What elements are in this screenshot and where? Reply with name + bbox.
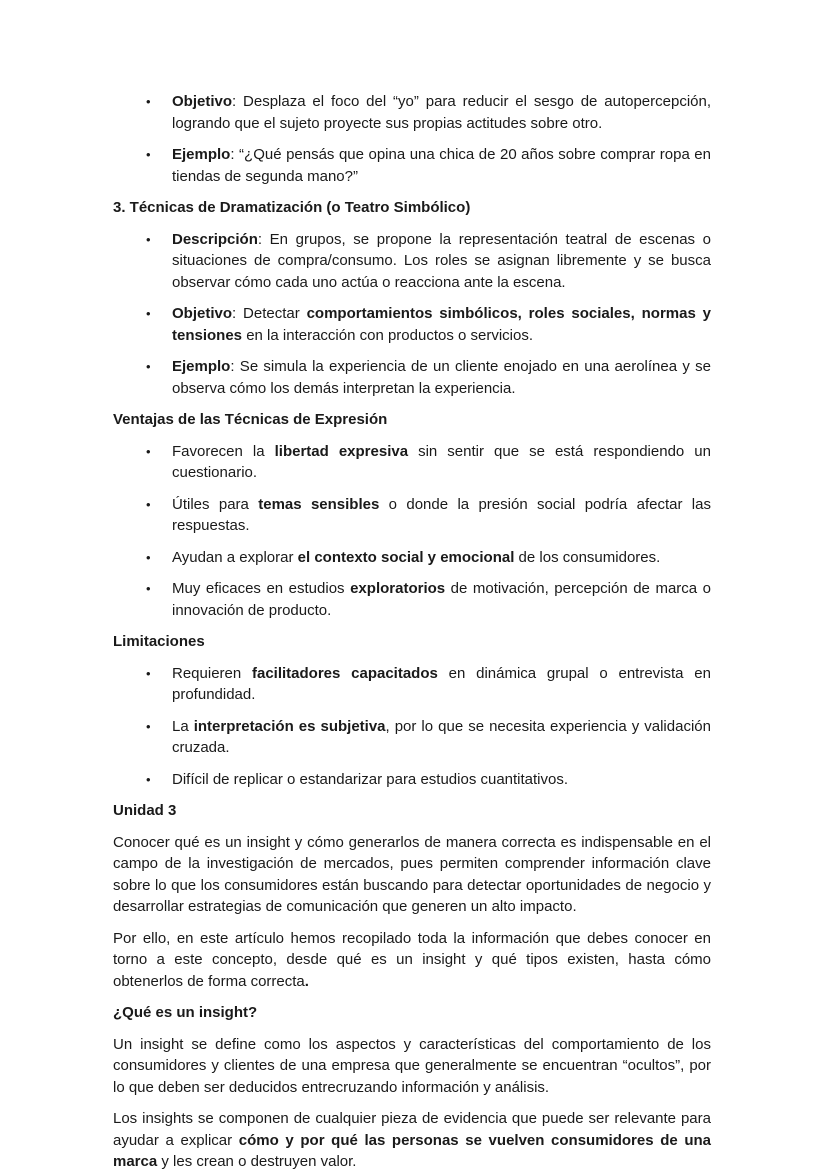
bullet-list-item bbox=[113, 494, 711, 537]
bullet-list-item bbox=[113, 91, 711, 134]
bullet-icon: • bbox=[146, 94, 151, 109]
bullet-item-text bbox=[172, 441, 711, 484]
text-segment: : Desplaza el foco del “yo” para reducir el sesgo de autopercepción, logrando que el sujeto proyecte sus propias actitudes sobre otro. bbox=[172, 93, 711, 132]
bullet-list-item bbox=[113, 547, 711, 569]
text-segment: Útiles para bbox=[172, 495, 259, 513]
bold-text-segment: Ventajas de las Técnicas de Expresión bbox=[113, 411, 388, 428]
document-body bbox=[113, 91, 711, 1171]
bold-text-segment: comportamientos simbólicos, roles sociales, normas y tensiones bbox=[172, 305, 711, 344]
bullet-item-text bbox=[172, 91, 711, 134]
bold-text-segment: Objetivo bbox=[172, 93, 233, 110]
text-segment: y les crean o destruyen valor. bbox=[157, 1153, 357, 1170]
bold-text-segment: . bbox=[304, 972, 309, 990]
bullet-icon: • bbox=[146, 231, 151, 247]
section-heading bbox=[113, 197, 711, 219]
bold-text-segment: Ejemplo bbox=[172, 146, 231, 163]
bullet-list-item bbox=[113, 663, 711, 706]
text-segment: sin sentir que se está respondiendo un cuestionario. bbox=[172, 442, 711, 481]
bold-text-segment: temas sensibles bbox=[258, 495, 380, 513]
bullet-list-item bbox=[113, 229, 711, 294]
bullet-item-text bbox=[172, 769, 711, 791]
bullet-item-text bbox=[172, 663, 711, 706]
bullet-item-text bbox=[172, 716, 711, 759]
bold-text-segment: Descripción bbox=[172, 230, 258, 248]
bullet-icon: • bbox=[146, 771, 151, 787]
text-segment: Por ello, en este artículo hemos recopilado toda la información que debes conocer en torno a este concepto, desde qué es un insight y qué tipos existen, hasta cómo obtenerlos de forma correcta bbox=[113, 929, 711, 990]
bullet-icon: • bbox=[146, 359, 151, 374]
section-heading bbox=[113, 409, 711, 431]
section-heading bbox=[113, 631, 711, 653]
text-segment: de los consumidores. bbox=[514, 548, 661, 566]
bullet-icon: • bbox=[146, 581, 151, 596]
text-segment: : Detectar bbox=[232, 305, 307, 322]
paragraph bbox=[113, 1108, 711, 1171]
text-segment: en la interacción con productos o servicios. bbox=[242, 326, 534, 344]
text-segment: Favorecen la bbox=[172, 442, 275, 460]
bullet-icon: • bbox=[146, 549, 151, 565]
bold-text-segment: interpretación es subjetiva bbox=[193, 717, 386, 735]
paragraph bbox=[113, 1034, 711, 1099]
bold-text-segment: el contexto social y emocional bbox=[297, 548, 515, 566]
bold-text-segment: Unidad 3 bbox=[113, 802, 177, 819]
bullet-icon: • bbox=[146, 147, 151, 162]
bullet-item-text bbox=[172, 144, 711, 187]
bullet-list-item bbox=[113, 356, 711, 399]
bullet-item-text bbox=[172, 229, 711, 294]
paragraph bbox=[113, 832, 711, 918]
bullet-icon: • bbox=[146, 443, 151, 459]
text-segment: Los insights se componen de cualquier pieza de evidencia que puede ser relevante para ayudar a explicar bbox=[113, 1110, 711, 1149]
bullet-list-item bbox=[113, 303, 711, 346]
text-segment: Ayudan a explorar bbox=[172, 548, 298, 566]
bullet-icon: • bbox=[146, 665, 151, 681]
bullet-icon: • bbox=[146, 306, 151, 321]
text-segment: La bbox=[172, 717, 194, 735]
text-segment: Conocer qué es un insight y cómo generarlos de manera correcta es indispensable en el campo de la investigación de mercados, pues permiten comprender información clave sobre lo que los consumidores están buscando para detectar oportunidades de negocio y desarrollar estrategias de comunicación que generen un alto impacto. bbox=[113, 833, 711, 915]
bullet-item-text bbox=[172, 578, 711, 621]
text-segment: Muy eficaces en estudios bbox=[172, 580, 351, 597]
bold-text-segment: 3. Técnicas de Dramatización (o Teatro Simbólico) bbox=[113, 199, 471, 216]
bullet-list-item bbox=[113, 441, 711, 484]
bullet-icon: • bbox=[146, 718, 151, 734]
bullet-icon: • bbox=[146, 496, 151, 512]
bold-text-segment: ¿Qué es un insight? bbox=[113, 1004, 258, 1021]
text-segment: Difícil de replicar o estandarizar para estudios cuantitativos. bbox=[172, 770, 569, 788]
text-segment: de motivación, percepción de marca o innovación de producto. bbox=[172, 580, 712, 619]
bullet-item-text bbox=[172, 494, 711, 537]
bold-text-segment: Ejemplo bbox=[172, 358, 231, 375]
text-segment: en dinámica grupal o entrevista en profundidad. bbox=[172, 664, 711, 703]
bold-text-segment: facilitadores capacitados bbox=[252, 664, 438, 682]
text-segment: , por lo que se necesita experiencia y validación cruzada. bbox=[172, 717, 711, 756]
text-segment: : En grupos, se propone la representación teatral de escenas o situaciones de compra/consumo. Los roles se asignan libremente y se busca observar cómo cada uno actúa o reacciona ante la escena. bbox=[172, 230, 711, 291]
bold-text-segment: libertad expresiva bbox=[274, 442, 409, 460]
bullet-item-text bbox=[172, 356, 711, 399]
bold-text-segment: Objetivo bbox=[172, 305, 233, 322]
bullet-list-item bbox=[113, 578, 711, 621]
text-segment: : “¿Qué pensás que opina una chica de 20 años sobre comprar ropa en tiendas de segunda mano?” bbox=[172, 146, 711, 185]
bold-text-segment: exploratorios bbox=[350, 580, 446, 597]
section-heading bbox=[113, 800, 711, 822]
bullet-list-item bbox=[113, 716, 711, 759]
text-segment: Requieren bbox=[172, 664, 252, 682]
bullet-list-item bbox=[113, 769, 711, 791]
text-segment: o donde la presión social podría afectar las respuestas. bbox=[172, 495, 711, 534]
bold-text-segment: cómo y por qué las personas se vuelven consumidores de una marca bbox=[113, 1131, 711, 1170]
bold-text-segment: Limitaciones bbox=[113, 633, 205, 650]
bullet-item-text bbox=[172, 547, 711, 569]
text-segment: Un insight se define como los aspectos y características del comportamiento de los consumidores y clientes de una empresa que generalmente se encuentran “ocultos”, por lo que deben ser deducidos entrecruzando información y análisis. bbox=[113, 1035, 711, 1096]
paragraph bbox=[113, 928, 711, 993]
bullet-list-item bbox=[113, 144, 711, 187]
bullet-item-text bbox=[172, 303, 711, 346]
text-segment: : Se simula la experiencia de un cliente enojado en una aerolínea y se observa cómo los demás interpretan la experiencia. bbox=[172, 358, 711, 397]
section-heading bbox=[113, 1002, 711, 1024]
